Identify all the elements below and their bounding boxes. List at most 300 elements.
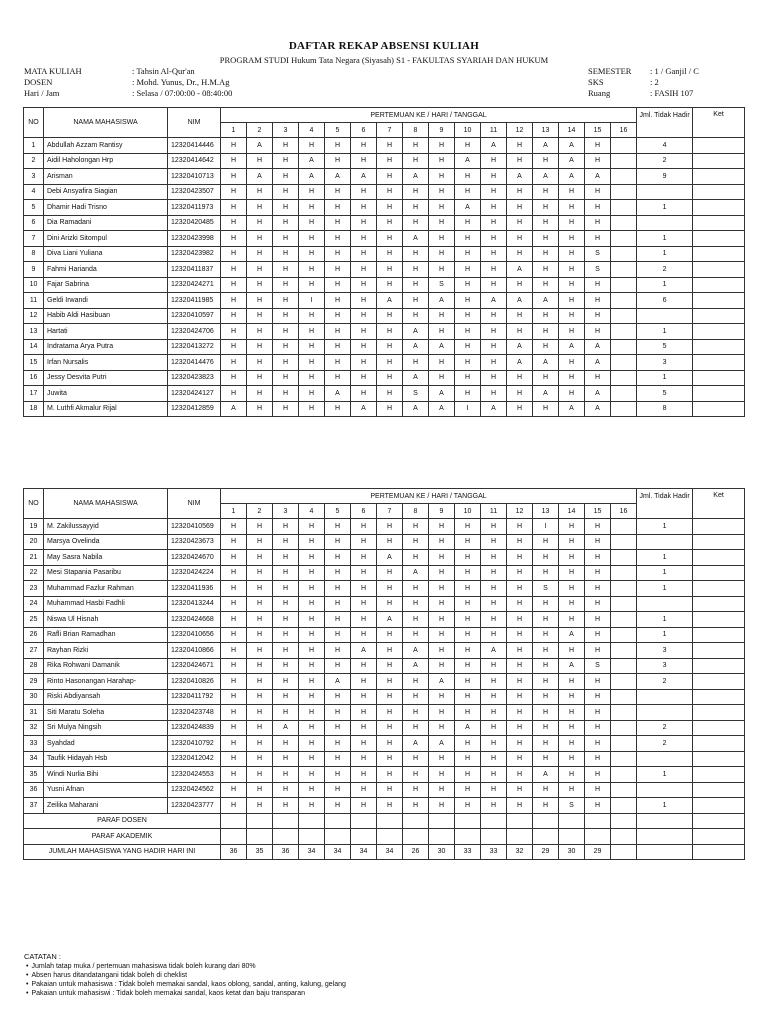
header-meeting-15: 15	[585, 123, 611, 138]
attendance-cell: H	[273, 277, 299, 293]
attendance-cell: H	[325, 550, 351, 566]
attendance-cell: H	[429, 169, 455, 185]
attendance-cell	[611, 200, 637, 216]
attendance-cell: H	[325, 565, 351, 581]
attendance-cell: H	[351, 736, 377, 752]
table-row	[24, 596, 745, 612]
attendance-cell: H	[377, 596, 403, 612]
attendance-cell: A	[585, 169, 611, 185]
empty-cell	[693, 829, 745, 845]
attendance-cell: H	[247, 689, 273, 705]
header-meeting-11: 11	[481, 123, 507, 138]
attendance-cell: H	[377, 767, 403, 783]
table-row	[24, 184, 745, 200]
absence-count	[637, 751, 693, 767]
attendance-cell: H	[247, 751, 273, 767]
jumlah-hadir-value: 34	[325, 844, 351, 860]
header-row	[24, 108, 745, 123]
attendance-cell: H	[429, 767, 455, 783]
attendance-cell: H	[585, 720, 611, 736]
attendance-cell: A	[585, 401, 611, 417]
attendance-cell: H	[533, 643, 559, 659]
attendance-cell	[611, 246, 637, 262]
attendance-cell: H	[325, 231, 351, 247]
signature-cell	[325, 813, 351, 829]
attendance-cell: H	[247, 627, 273, 643]
attendance-cell: H	[351, 184, 377, 200]
header-nama: NAMA MAHASISWA	[44, 489, 168, 519]
attendance-cell: H	[273, 293, 299, 309]
attendance-cell: H	[429, 612, 455, 628]
header-meeting-1: 1	[221, 504, 247, 519]
attendance-cell: H	[585, 736, 611, 752]
absence-count: 1	[637, 200, 693, 216]
attendance-cell: H	[299, 720, 325, 736]
attendance-cell: H	[585, 184, 611, 200]
attendance-cell: H	[429, 519, 455, 535]
attendance-cell: H	[403, 262, 429, 278]
attendance-cell: A	[507, 293, 533, 309]
attendance-cell: H	[455, 674, 481, 690]
student-nim: 12320410792	[168, 736, 221, 752]
attendance-cell: H	[325, 153, 351, 169]
attendance-cell: H	[455, 308, 481, 324]
student-nim: 12320414642	[168, 153, 221, 169]
attendance-cell: H	[533, 200, 559, 216]
note-item: • Jumlah tatap muka / pertemuan mahasiswa tidak boleh kurang dari 80%	[24, 962, 346, 971]
attendance-cell: H	[299, 308, 325, 324]
header-pertemuan: PERTEMUAN KE / HARI / TANGGAL	[221, 108, 637, 123]
attendance-cell: H	[299, 355, 325, 371]
attendance-cell: A	[403, 736, 429, 752]
attendance-cell: H	[351, 519, 377, 535]
attendance-cell: H	[325, 658, 351, 674]
attendance-cell: A	[585, 355, 611, 371]
attendance-cell: H	[325, 355, 351, 371]
row-number: 1	[24, 138, 44, 154]
attendance-cell: H	[351, 355, 377, 371]
attendance-cell: A	[377, 612, 403, 628]
attendance-cell: H	[221, 798, 247, 814]
attendance-cell: H	[351, 293, 377, 309]
header-meeting-9: 9	[429, 123, 455, 138]
attendance-cell: H	[221, 386, 247, 402]
attendance-cell: H	[299, 386, 325, 402]
attendance-cell: H	[507, 370, 533, 386]
attendance-cell	[611, 596, 637, 612]
student-name: Diva Liani Yuliana	[44, 246, 168, 262]
header-meeting-2: 2	[247, 123, 273, 138]
student-nim: 12320414476	[168, 355, 221, 371]
attendance-cell: H	[507, 798, 533, 814]
attendance-cell: H	[273, 184, 299, 200]
student-name: Hartati	[44, 324, 168, 340]
attendance-cell: H	[403, 293, 429, 309]
remark-cell	[693, 643, 745, 659]
attendance-cell: H	[299, 324, 325, 340]
attendance-cell: H	[533, 324, 559, 340]
attendance-cell: H	[429, 215, 455, 231]
header-meeting-7: 7	[377, 504, 403, 519]
attendance-cell: H	[559, 386, 585, 402]
table-row	[24, 565, 745, 581]
attendance-cell: H	[299, 767, 325, 783]
attendance-cell: H	[507, 736, 533, 752]
attendance-cell: H	[429, 705, 455, 721]
attendance-cell: A	[585, 339, 611, 355]
attendance-cell: H	[351, 324, 377, 340]
table-row	[24, 138, 745, 154]
student-name: Rafli Brian Ramadhan	[44, 627, 168, 643]
signature-cell	[221, 829, 247, 845]
student-nim: 12320423673	[168, 534, 221, 550]
info-row-hari-jam	[24, 88, 232, 99]
absence-count	[637, 184, 693, 200]
attendance-cell: H	[247, 581, 273, 597]
attendance-cell	[611, 782, 637, 798]
row-number: 15	[24, 355, 44, 371]
attendance-cell: H	[221, 705, 247, 721]
attendance-cell: H	[299, 401, 325, 417]
attendance-cell: H	[273, 798, 299, 814]
header-meeting-12: 12	[507, 504, 533, 519]
header-nim: NIM	[168, 108, 221, 138]
jumlah-hadir-value: 34	[299, 844, 325, 860]
header-meeting-4: 4	[299, 123, 325, 138]
attendance-cell: H	[559, 751, 585, 767]
attendance-cell: H	[429, 184, 455, 200]
attendance-cell: H	[221, 324, 247, 340]
attendance-cell	[611, 386, 637, 402]
remark-cell	[693, 689, 745, 705]
empty-cell	[693, 813, 745, 829]
attendance-cell: A	[507, 339, 533, 355]
attendance-cell: H	[325, 246, 351, 262]
attendance-cell	[611, 308, 637, 324]
attendance-cell: H	[559, 246, 585, 262]
row-number: 23	[24, 581, 44, 597]
attendance-cell: H	[377, 370, 403, 386]
attendance-cell: H	[533, 401, 559, 417]
attendance-cell: A	[585, 386, 611, 402]
attendance-cell: A	[247, 169, 273, 185]
attendance-cell: H	[403, 767, 429, 783]
attendance-cell: H	[221, 689, 247, 705]
attendance-cell: H	[403, 184, 429, 200]
attendance-cell: A	[559, 627, 585, 643]
attendance-cell: H	[273, 767, 299, 783]
course-info	[24, 66, 232, 99]
attendance-cell: H	[455, 798, 481, 814]
attendance-cell: H	[533, 550, 559, 566]
attendance-cell: A	[351, 169, 377, 185]
student-nim: 12320424271	[168, 277, 221, 293]
attendance-cell: H	[559, 674, 585, 690]
signature-cell	[559, 829, 585, 845]
signature-cell	[351, 813, 377, 829]
attendance-cell: H	[377, 581, 403, 597]
remark-cell	[693, 308, 745, 324]
attendance-cell: H	[273, 751, 299, 767]
attendance-cell: H	[221, 767, 247, 783]
attendance-cell: H	[273, 658, 299, 674]
attendance-cell: H	[221, 519, 247, 535]
attendance-cell: H	[429, 798, 455, 814]
attendance-cell: A	[351, 643, 377, 659]
row-number: 25	[24, 612, 44, 628]
attendance-cell: H	[221, 674, 247, 690]
attendance-cell: H	[273, 339, 299, 355]
attendance-cell: A	[481, 293, 507, 309]
attendance-cell: S	[403, 386, 429, 402]
attendance-cell: H	[325, 767, 351, 783]
attendance-cell: H	[455, 767, 481, 783]
attendance-cell: H	[299, 339, 325, 355]
attendance-cell: H	[533, 231, 559, 247]
attendance-cell: A	[429, 339, 455, 355]
attendance-cell: H	[429, 565, 455, 581]
attendance-cell: H	[351, 200, 377, 216]
signature-cell	[507, 813, 533, 829]
attendance-cell: H	[273, 370, 299, 386]
attendance-cell: I	[455, 401, 481, 417]
attendance-cell: H	[351, 612, 377, 628]
row-number: 30	[24, 689, 44, 705]
attendance-cell	[611, 643, 637, 659]
attendance-cell: A	[533, 386, 559, 402]
attendance-cell	[611, 550, 637, 566]
attendance-cell: A	[559, 153, 585, 169]
attendance-cell: H	[221, 138, 247, 154]
remark-cell	[693, 767, 745, 783]
attendance-cell: H	[585, 519, 611, 535]
attendance-cell: H	[455, 262, 481, 278]
header-meeting-10: 10	[455, 504, 481, 519]
attendance-cell: H	[507, 782, 533, 798]
attendance-cell: H	[403, 153, 429, 169]
absence-count	[637, 534, 693, 550]
attendance-cell: H	[533, 596, 559, 612]
attendance-cell: H	[273, 534, 299, 550]
table-row	[24, 293, 745, 309]
signature-cell	[429, 813, 455, 829]
row-number: 24	[24, 596, 44, 612]
absence-count	[637, 215, 693, 231]
attendance-cell: H	[299, 643, 325, 659]
attendance-cell: H	[403, 612, 429, 628]
attendance-cell: H	[351, 782, 377, 798]
absence-count: 1	[637, 767, 693, 783]
row-number: 37	[24, 798, 44, 814]
signature-cell	[299, 813, 325, 829]
info-value: : Selasa / 07:00:00 - 08:40:00	[132, 88, 233, 98]
attendance-cell: H	[299, 138, 325, 154]
attendance-cell: A	[559, 339, 585, 355]
attendance-cell: H	[559, 184, 585, 200]
attendance-cell: H	[247, 277, 273, 293]
attendance-cell: H	[481, 736, 507, 752]
attendance-cell: H	[455, 581, 481, 597]
attendance-cell: H	[455, 246, 481, 262]
attendance-cell: H	[481, 627, 507, 643]
attendance-cell: H	[221, 370, 247, 386]
attendance-cell: A	[455, 153, 481, 169]
attendance-cell: H	[507, 153, 533, 169]
absence-count: 9	[637, 169, 693, 185]
student-name: Dia Ramadani	[44, 215, 168, 231]
signature-cell	[377, 829, 403, 845]
attendance-cell: H	[507, 550, 533, 566]
attendance-cell	[611, 627, 637, 643]
attendance-cell: H	[221, 262, 247, 278]
attendance-cell: H	[377, 324, 403, 340]
attendance-cell: H	[299, 370, 325, 386]
attendance-cell: A	[403, 401, 429, 417]
attendance-cell: H	[299, 581, 325, 597]
signature-cell	[403, 813, 429, 829]
attendance-cell: H	[221, 550, 247, 566]
attendance-cell: H	[481, 798, 507, 814]
jumlah-hadir-value: 34	[351, 844, 377, 860]
attendance-cell: H	[273, 736, 299, 752]
attendance-cell: H	[585, 581, 611, 597]
attendance-cell: H	[221, 565, 247, 581]
attendance-cell: H	[377, 674, 403, 690]
absence-count: 1	[637, 627, 693, 643]
attendance-cell: H	[533, 751, 559, 767]
attendance-cell: H	[299, 519, 325, 535]
student-name: Fahmi Harianda	[44, 262, 168, 278]
row-number: 27	[24, 643, 44, 659]
attendance-cell: H	[221, 612, 247, 628]
attendance-cell: H	[507, 246, 533, 262]
absence-count	[637, 308, 693, 324]
attendance-cell: H	[585, 705, 611, 721]
attendance-cell: H	[585, 643, 611, 659]
header-meeting-14: 14	[559, 123, 585, 138]
attendance-cell: H	[481, 184, 507, 200]
attendance-cell	[611, 705, 637, 721]
attendance-cell: H	[481, 581, 507, 597]
attendance-cell: H	[273, 324, 299, 340]
signature-cell	[273, 829, 299, 845]
row-number: 13	[24, 324, 44, 340]
remark-cell	[693, 386, 745, 402]
attendance-cell: S	[585, 246, 611, 262]
attendance-cell	[611, 674, 637, 690]
table-row	[24, 324, 745, 340]
attendance-cell	[611, 215, 637, 231]
row-number: 11	[24, 293, 44, 309]
attendance-cell: H	[481, 169, 507, 185]
attendance-cell: H	[299, 277, 325, 293]
attendance-cell: I	[533, 519, 559, 535]
attendance-cell	[611, 184, 637, 200]
attendance-cell: H	[559, 767, 585, 783]
attendance-cell: H	[299, 658, 325, 674]
attendance-cell	[611, 138, 637, 154]
info-row-ruang	[588, 88, 699, 99]
row-number: 6	[24, 215, 44, 231]
table-row	[24, 612, 745, 628]
attendance-cell: H	[507, 519, 533, 535]
student-nim: 12320423998	[168, 231, 221, 247]
attendance-cell: A	[429, 674, 455, 690]
table-row	[24, 581, 745, 597]
attendance-cell: H	[221, 596, 247, 612]
attendance-cell: H	[507, 689, 533, 705]
student-nim: 12320414446	[168, 138, 221, 154]
attendance-cell: H	[507, 308, 533, 324]
attendance-cell: H	[585, 293, 611, 309]
header-meeting-8: 8	[403, 123, 429, 138]
attendance-cell: H	[247, 534, 273, 550]
attendance-cell	[611, 565, 637, 581]
jumlah-hadir-value: 35	[247, 844, 273, 860]
attendance-cell: H	[273, 674, 299, 690]
attendance-cell: H	[507, 324, 533, 340]
attendance-cell: H	[585, 200, 611, 216]
paraf-akademik-row	[24, 829, 745, 845]
attendance-cell	[611, 612, 637, 628]
table-row	[24, 277, 745, 293]
attendance-cell: H	[585, 596, 611, 612]
jumlah-hadir-value: 33	[481, 844, 507, 860]
student-nim: 12320411837	[168, 262, 221, 278]
signature-cell	[481, 813, 507, 829]
table-row	[24, 355, 745, 371]
table-row	[24, 200, 745, 216]
attendance-cell	[611, 355, 637, 371]
attendance-cell: H	[507, 581, 533, 597]
attendance-cell: H	[377, 246, 403, 262]
signature-cell	[351, 829, 377, 845]
attendance-cell: H	[403, 674, 429, 690]
attendance-cell: A	[403, 169, 429, 185]
remark-cell	[693, 370, 745, 386]
student-nim: 12320424671	[168, 658, 221, 674]
attendance-cell: H	[351, 627, 377, 643]
attendance-cell: H	[559, 550, 585, 566]
attendance-cell: H	[221, 231, 247, 247]
table-row	[24, 339, 745, 355]
attendance-cell: H	[325, 581, 351, 597]
attendance-cell: H	[429, 138, 455, 154]
attendance-cell: H	[299, 674, 325, 690]
info-label: SEMESTER	[588, 66, 632, 76]
header-meeting-7: 7	[377, 123, 403, 138]
attendance-cell: H	[351, 751, 377, 767]
attendance-cell: A	[325, 674, 351, 690]
attendance-cell: A	[455, 200, 481, 216]
attendance-cell	[611, 751, 637, 767]
row-number: 35	[24, 767, 44, 783]
signature-cell	[377, 813, 403, 829]
attendance-cell: H	[507, 200, 533, 216]
attendance-cell: H	[351, 386, 377, 402]
attendance-cell: H	[247, 736, 273, 752]
signature-cell	[247, 829, 273, 845]
attendance-cell: H	[481, 674, 507, 690]
header-ket: Ket	[693, 108, 745, 138]
attendance-cell: H	[481, 386, 507, 402]
jumlah-hadir-value	[611, 844, 637, 860]
attendance-cell: H	[325, 689, 351, 705]
attendance-cell: H	[351, 581, 377, 597]
attendance-cell: H	[429, 720, 455, 736]
attendance-cell: H	[351, 689, 377, 705]
attendance-cell: H	[481, 612, 507, 628]
